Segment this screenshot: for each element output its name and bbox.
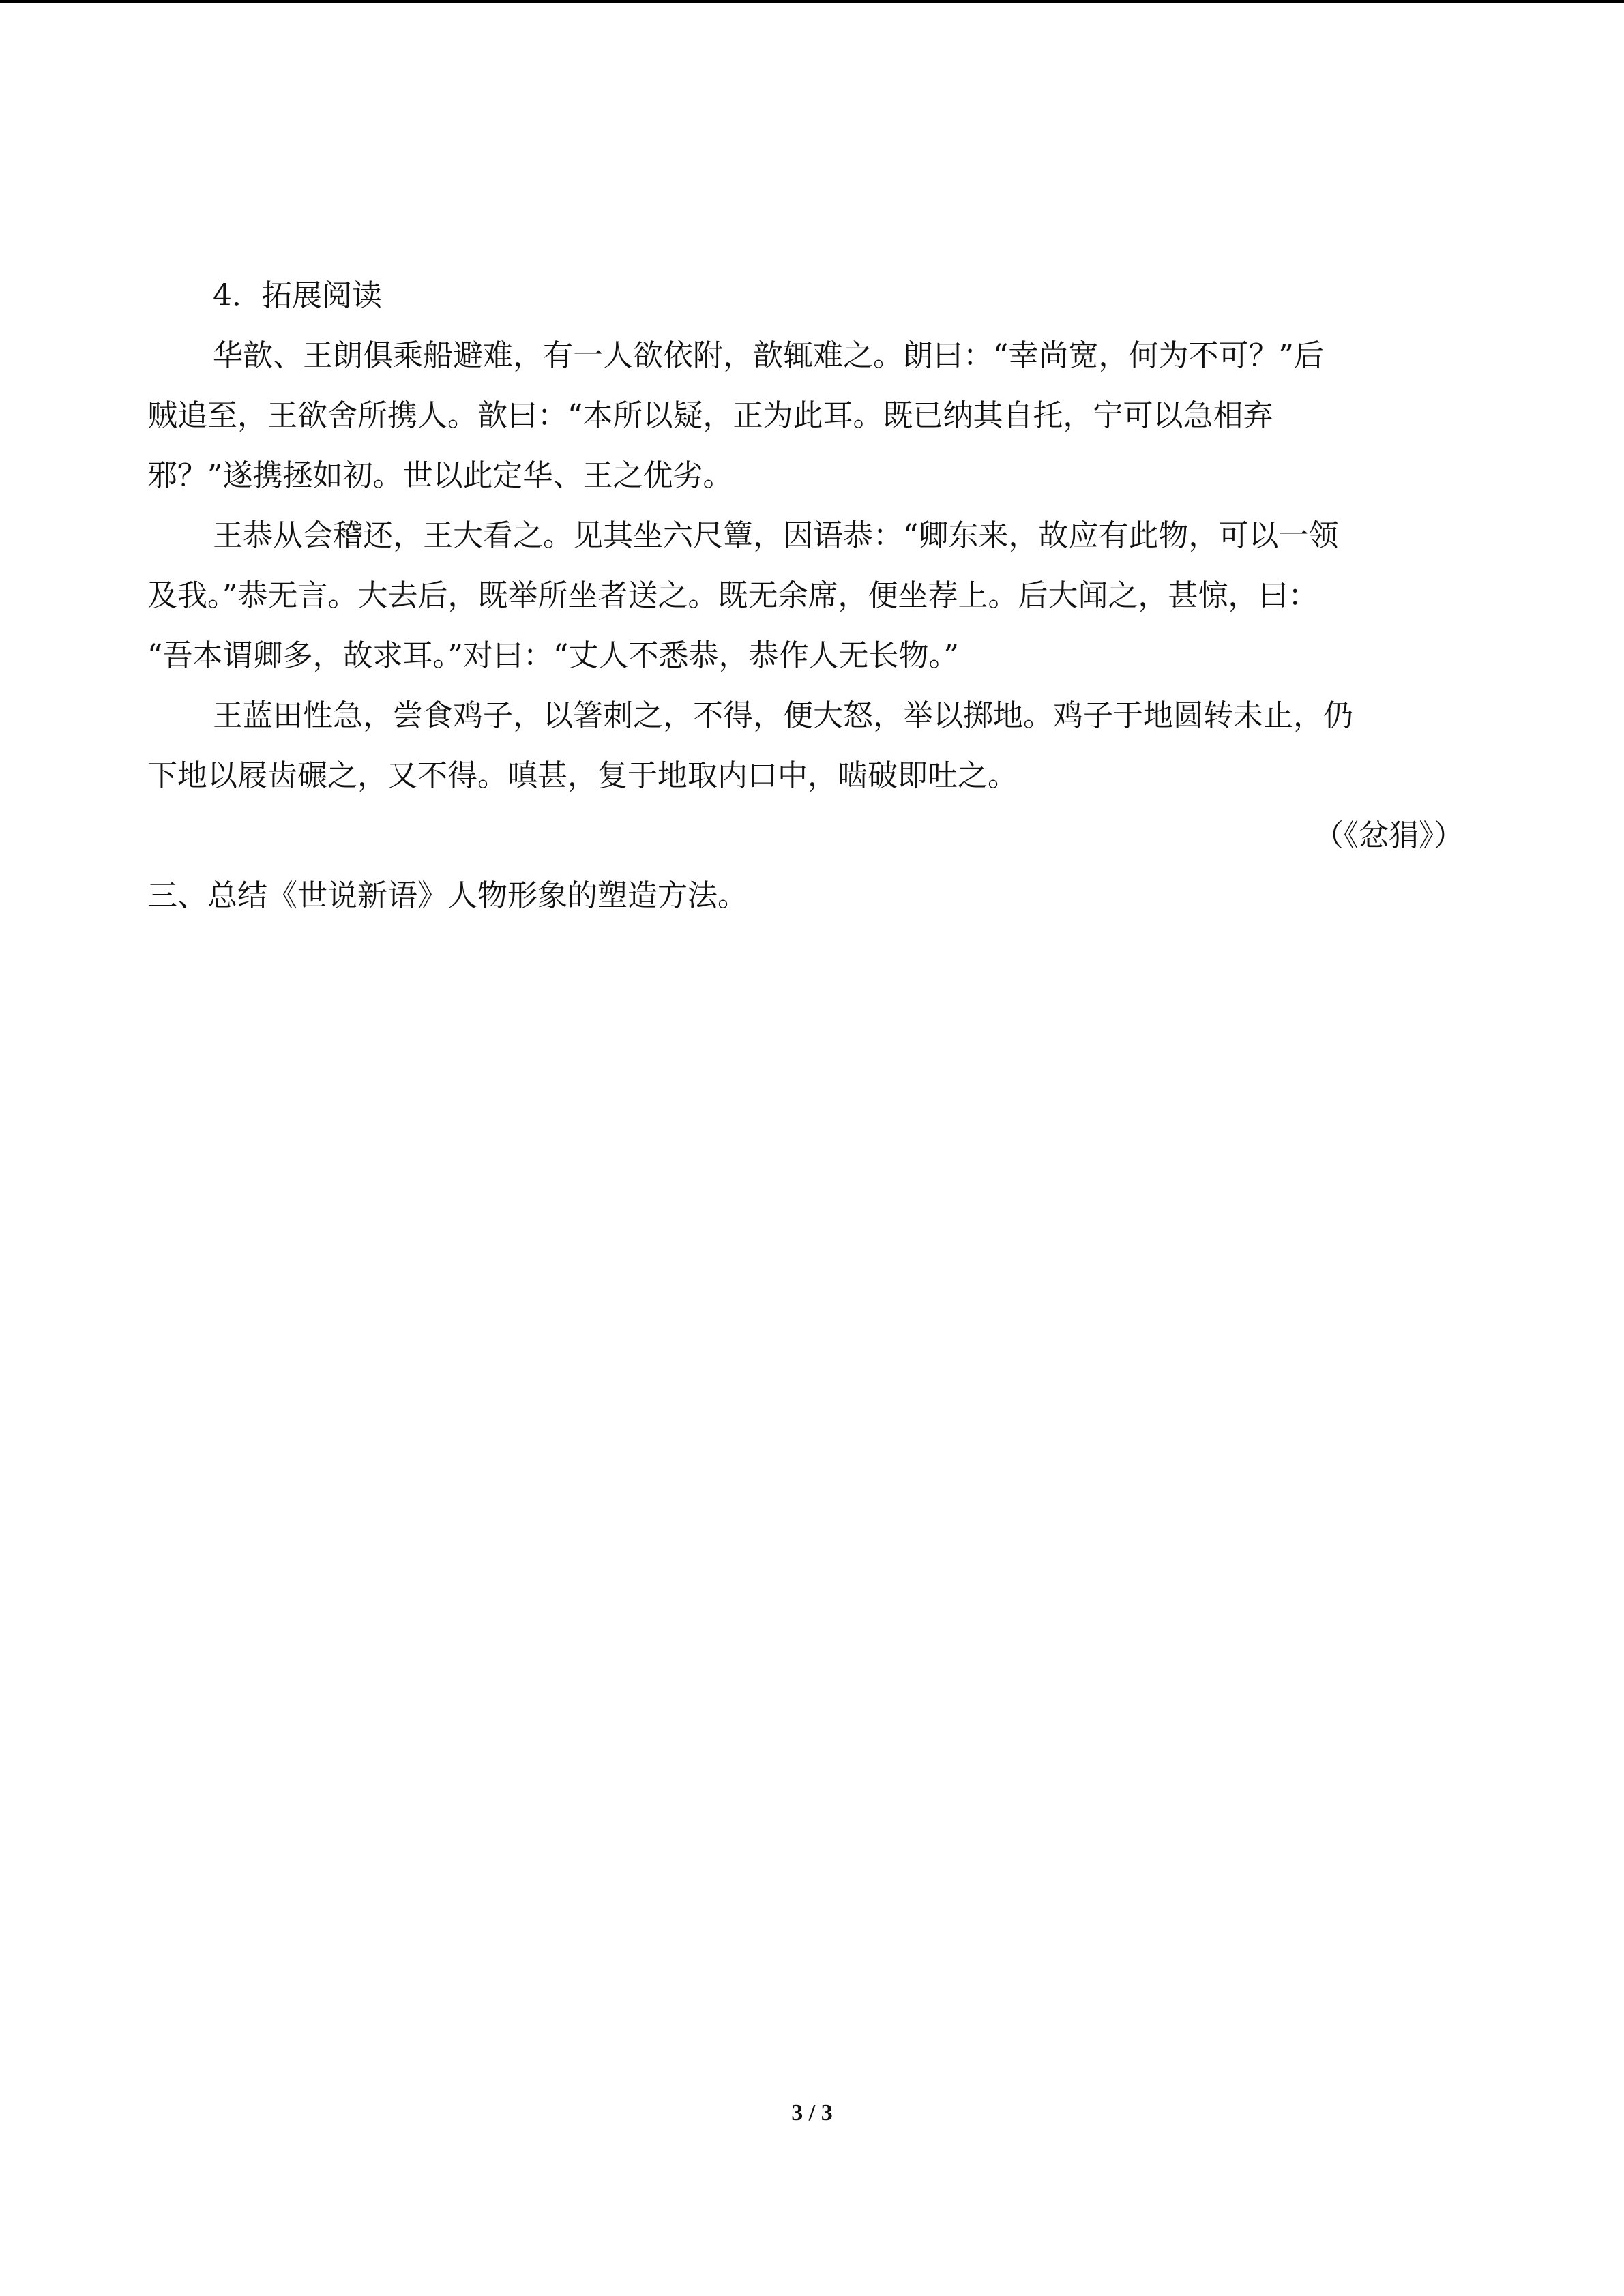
page-number: 3 / 3 <box>791 2100 833 2126</box>
document-body <box>147 266 1464 926</box>
top-border <box>0 0 1624 3</box>
passage-line: 王蓝田性急，尝食鸡子，以箸刺之，不得，便大怒，举以掷地。鸡子于地圆转未止，仍 <box>213 698 1353 733</box>
subheading-extended-reading: 4．拓展阅读 <box>213 278 382 313</box>
passage-line: 及我。”恭无言。大去后，既举所坐者送之。既无余席，便坐荐上。后大闻之，甚惊，曰： <box>147 578 1318 613</box>
passage-line: 王恭从会稽还，王大看之。见其坐六尺簟，因语恭：“卿东来，故应有此物，可以一领 <box>213 518 1339 553</box>
passage-line: 下地以屐齿碾之，又不得。嗔甚，复于地取内口中，啮破即吐之。 <box>147 758 1018 793</box>
passage-wang-gong <box>147 506 1464 686</box>
passage-hua-wang <box>147 326 1464 506</box>
passage-wang-lantian <box>147 686 1464 806</box>
section-three-heading: 三、总结《世说新语》人物形象的塑造方法。 <box>147 878 748 913</box>
passage-line: “吾本谓卿多，故求耳。”对曰：“丈人不悉恭，恭作人无长物。” <box>147 638 959 673</box>
passage-line: 华歆、王朗俱乘船避难，有一人欲依附，歆辄难之。朗曰：“幸尚宽，何为不可？”后 <box>213 338 1324 373</box>
passage-line: 邪？”遂携拯如初。世以此定华、王之优劣。 <box>147 458 733 493</box>
passage-line: 贼追至，王欲舍所携人。歆曰：“本所以疑，正为此耳。既已纳其自托，宁可以急相弃 <box>147 398 1273 433</box>
source-citation: （《忿狷》） <box>1314 818 1464 853</box>
